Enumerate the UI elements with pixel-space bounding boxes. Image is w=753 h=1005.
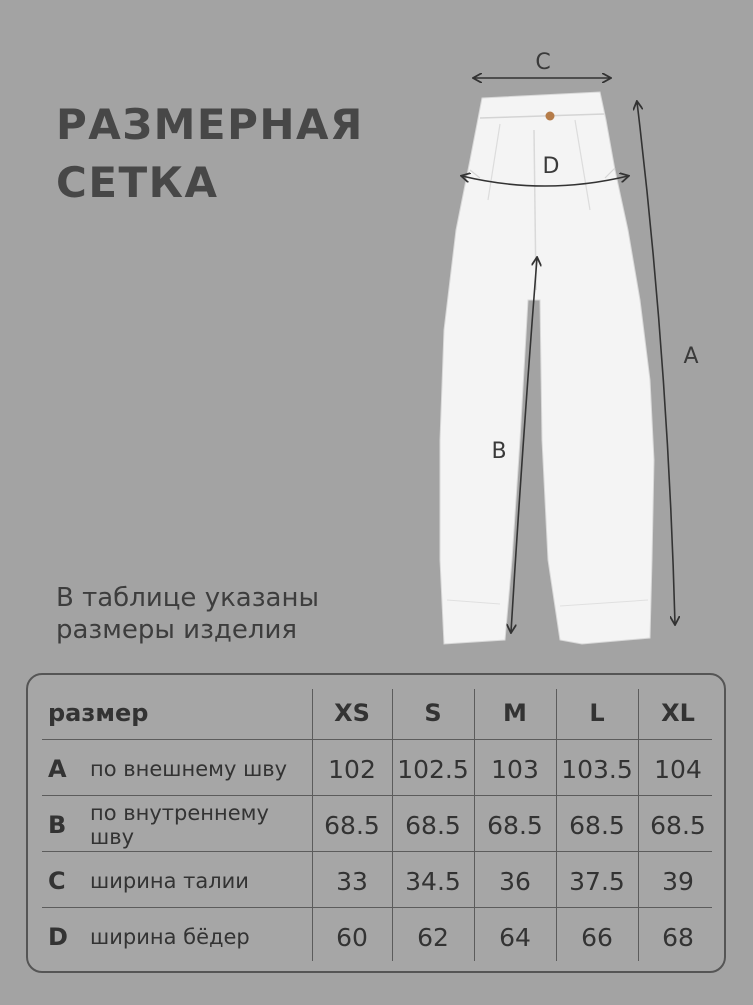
table-row: [28, 797, 724, 853]
row-letter: A: [48, 755, 67, 783]
table-cell: 39: [662, 866, 694, 896]
header-size-xl: XL: [661, 699, 695, 727]
note-text: [56, 582, 319, 646]
table-cell: 62: [417, 922, 449, 952]
table-cell: 33: [336, 866, 368, 896]
title-line-1: РАЗМЕРНАЯ: [56, 100, 364, 149]
button-icon: [546, 112, 555, 121]
table-cell: 68: [662, 922, 694, 952]
table-cell: 64: [499, 922, 531, 952]
table-cell: 66: [581, 922, 613, 952]
table-cell: 103: [491, 754, 539, 784]
header-size-l: L: [589, 699, 605, 727]
table-cell: 68.5: [487, 810, 543, 840]
header-size-label: размер: [48, 699, 149, 727]
table-cell: 37.5: [569, 866, 625, 896]
table-cell: 104: [654, 754, 702, 784]
dimension-c-label: C: [535, 50, 551, 75]
table-cell: 102: [328, 754, 376, 784]
row-description: ширина бёдер: [90, 925, 250, 949]
table-cell: 60: [336, 922, 368, 952]
table-header-row: [28, 685, 724, 741]
table-cell: 34.5: [405, 866, 461, 896]
table-cell: 36: [499, 866, 531, 896]
row-description: по внутреннему шву: [90, 801, 269, 849]
row-description: ширина талии: [90, 869, 249, 893]
note-line-2: размеры изделия: [56, 615, 298, 645]
row-letter: D: [48, 923, 68, 951]
table-cell: 68.5: [569, 810, 625, 840]
title-line-2: СЕТКА: [56, 158, 219, 207]
table-row: [28, 741, 724, 797]
header-size-m: M: [503, 699, 527, 727]
table-cell: 68.5: [324, 810, 380, 840]
table-cell: 68.5: [405, 810, 461, 840]
note-line-1: В таблице указаны: [56, 583, 319, 613]
row-letter: C: [48, 867, 66, 895]
dimension-b-label: B: [491, 439, 507, 464]
table-row: [28, 909, 724, 965]
table-row: [28, 853, 724, 909]
table-cell: 103.5: [561, 754, 633, 784]
table-cell: 102.5: [397, 754, 469, 784]
row-letter: B: [48, 811, 67, 839]
dimension-d-label: D: [542, 154, 560, 179]
size-table: [26, 673, 726, 973]
header-size-s: S: [424, 699, 442, 727]
header-size-xs: XS: [334, 699, 370, 727]
dimension-a-label: A: [683, 344, 699, 369]
row-description: по внешнему шву: [90, 757, 288, 781]
table-cell: 68.5: [650, 810, 706, 840]
